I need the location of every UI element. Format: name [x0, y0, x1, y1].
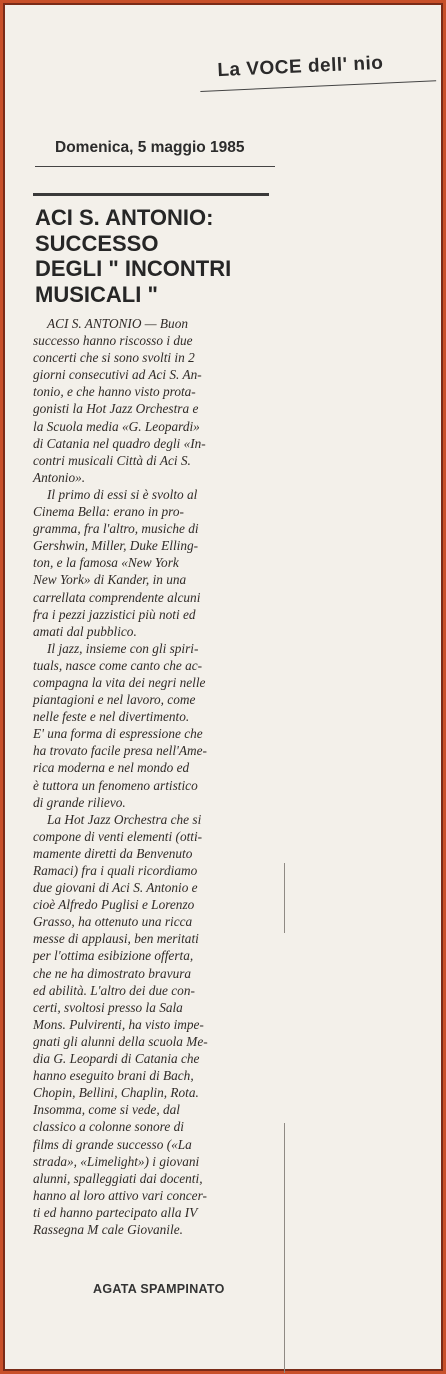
article-body-line: ed abilità. L'altro dei due con- [33, 982, 195, 998]
article-body-line: gnati gli alunni della scuola Me- [33, 1033, 208, 1049]
article-body-line: carrellata comprendente alcuni [33, 589, 201, 605]
article-body-line: Il jazz, insieme con gli spiri- [47, 640, 199, 656]
article-body-line: E' una forma di espressione che [33, 726, 203, 742]
publication-date: Domenica, 5 maggio 1985 [55, 139, 245, 156]
headline-line: ACI S. ANTONIO: [35, 205, 214, 230]
article-body-line: di Catania nel quadro degli «In- [33, 435, 206, 451]
article-body-line: hanno eseguito brani di Bach, [33, 1068, 194, 1084]
article-body-line: Grasso, ha ottenuto una ricca [33, 914, 193, 930]
article-body-line: compone di venti elementi (otti- [33, 828, 203, 844]
article-body-line: messe di applausi, ben meritati [33, 931, 199, 947]
article-body-line: gonisti la Hot Jazz Orchestra e [33, 401, 199, 417]
article-body-line: amati dal pubblico. [33, 623, 137, 639]
article-body-line: la Scuola media «G. Leopardi» [33, 418, 200, 434]
column-divider [284, 1123, 285, 1373]
date-rule [35, 166, 275, 167]
article-body-line: compagna la vita dei negri nelle [33, 674, 206, 690]
masthead-rule [200, 80, 436, 92]
article-body-line: alunni, spalleggiati dai docenti, [33, 1170, 203, 1186]
article-body-line: due giovani di Aci S. Antonio e [33, 880, 198, 896]
article-body-line: gramma, fra l'altro, musiche di [33, 521, 199, 537]
article-body-line: Rassegna M cale Giovanile. [33, 1221, 183, 1237]
article-body-line: ton, e la famosa «New York [33, 555, 179, 571]
article-body-line: ACI S. ANTONIO — Buon [47, 316, 188, 331]
article-body-line: successo hanno riscosso i due [33, 333, 193, 349]
article-body-line: per l'ottima esibizione offerta, [33, 948, 194, 964]
article-body-line: di grande rilievo. [33, 794, 126, 810]
column-divider [284, 863, 285, 933]
newspaper-masthead [199, 50, 436, 83]
headline-line: DEGLI " INCONTRI [35, 256, 232, 281]
article-body-line: mamente diretti da Benvenuto [33, 845, 193, 861]
article-body-line: ti ed hanno partecipato alla IV [33, 1204, 198, 1220]
headline-line: SUCCESSO [35, 230, 159, 256]
article-body-line: certi, svoltosi presso la Sala [33, 999, 183, 1015]
article-body-line: La Hot Jazz Orchestra che si [47, 811, 202, 827]
article-body-line: piantagioni e nel lavoro, come [33, 692, 196, 708]
article-body-line: strada», «Limelight») i giovani [33, 1153, 200, 1169]
article-body-line: ha trovato facile presa nell'Ame- [33, 743, 207, 759]
article-body-line: rica moderna e nel mondo ed [33, 760, 190, 776]
article-body-line: Mons. Pulvirenti, ha visto impe- [33, 1016, 204, 1032]
article-body-line: hanno al loro attivo vari concer- [33, 1187, 207, 1203]
article-body-line: Il primo di essi si è svolto al [47, 486, 198, 502]
article-body-line: è tuttora un fenomeno artistico [33, 777, 198, 793]
article-body-line: films di grande successo («La [33, 1136, 192, 1152]
article-body-line: Antonio». [33, 469, 86, 485]
article-body-line: tonio, e che hanno visto prota- [33, 384, 196, 400]
article-body-line: Insomma, come si vede, dal [33, 1102, 180, 1118]
article-body-line: concerti che si sono svolti in 2 [33, 350, 195, 366]
article-body [33, 315, 281, 1238]
headline-line: MUSICALI " [35, 281, 158, 307]
article-body-line: New York» di Kander, in una [33, 572, 187, 588]
article-body-line: dia G. Leopardi di Catania che [33, 1051, 200, 1067]
article-body-line: Gershwin, Miller, Duke Elling- [33, 538, 199, 554]
article-body-line: Ramaci) fra i quali ricordiamo [33, 863, 198, 878]
article-byline: AGATA SPAMPINATO [93, 1282, 225, 1296]
article-body-line: Chopin, Bellini, Chaplin, Rota. [33, 1085, 199, 1101]
masthead-title: La VOCE dell' nio [216, 52, 384, 82]
article-body-line: tuals, nasce come canto che ac- [33, 657, 203, 673]
article-body-line: contri musicali Città di Aci S. [33, 452, 191, 468]
article-body-line: Cinema Bella: erano in pro- [33, 504, 184, 520]
article-headline [35, 205, 275, 307]
article-body-line: che ne ha dimostrato bravura [33, 965, 192, 981]
article-body-line: nelle feste e nel divertimento. [33, 709, 190, 725]
article-body-line: cioè Alfredo Puglisi e Lorenzo [33, 897, 195, 913]
article-body-line: giorni consecutivi ad Aci S. An- [33, 367, 202, 383]
headline-rule [33, 193, 269, 196]
article-body-line: classico a colonne sonore di [33, 1119, 184, 1135]
article-body-line: fra i pezzi jazzistici più noti ed [33, 606, 196, 622]
